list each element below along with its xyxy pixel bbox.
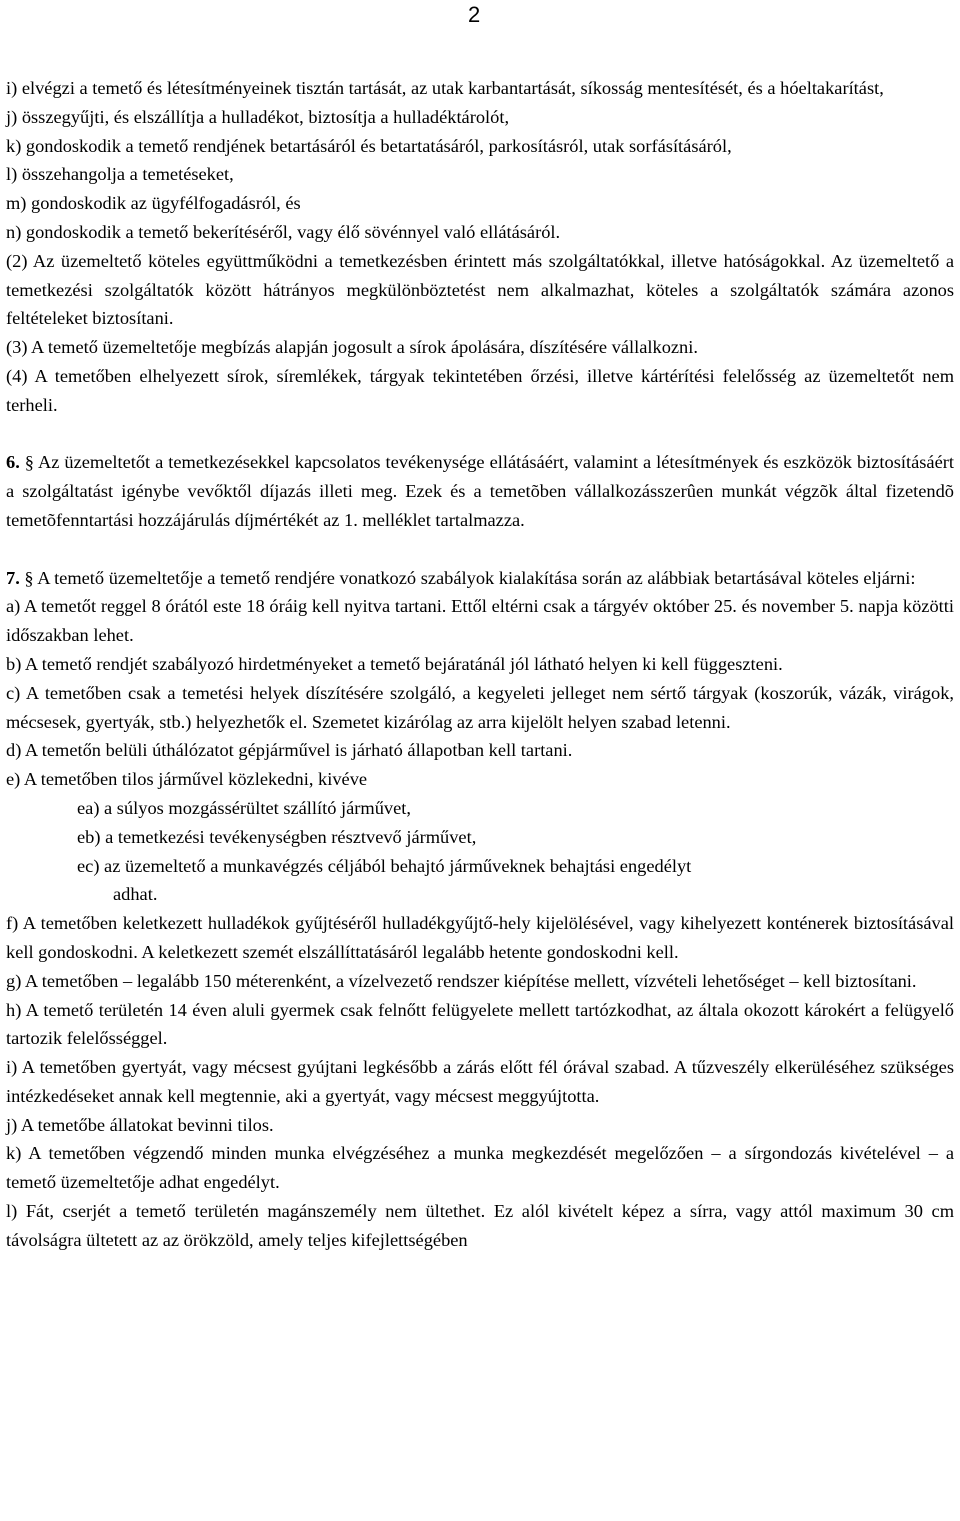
paragraph-4: (4) A temetőben elhelyezett sírok, síremlékek, tárgyak tekintetében őrzési, illetve kártérítési felelősség az üzemeltetőt nem terheli.	[6, 365, 954, 415]
rule-eb: eb) a temetkezési tevékenységben résztvevő járművet,	[77, 826, 477, 847]
rule-d: d) A temetőn belüli úthálózatot gépjárművel is járható állapotban kell tartani.	[6, 740, 573, 761]
rule-b: b) A temető rendjét szabályozó hirdetményeket a temető bejáratánál jól látható helyen ki kell függeszteni.	[6, 653, 783, 674]
rule-ec-continuation: adhat.	[113, 884, 158, 905]
rule-h: h) A temető területén 14 éven aluli gyermek csak felnőtt felügyelete mellett tartózkodhat, az általa okozott károkért a felügyelő tartozik felelősséggel.	[6, 999, 954, 1049]
paragraph-j: j) összegyűjti, és elszállítja a hulladékot, biztosítja a hulladéktárolót,	[6, 106, 510, 127]
spacer	[6, 420, 954, 449]
rule-ea: ea) a súlyos mozgássérültet szállító járművet,	[77, 797, 411, 818]
rule-i: i) A temetőben gyertyát, vagy mécsest gyújtani legkésőbb a zárás előtt fél órával szabad. A tűzveszély elkerüléséhez szükséges intézkedéseket annak kell megtennie, aki a gyertyát, vagy mécsest meggyújtotta.	[6, 1057, 954, 1106]
section-7-number: 7.	[6, 567, 20, 588]
rule-j: j) A temetőbe állatokat bevinni tilos.	[6, 1114, 274, 1135]
rule-f: f) A temetőben keletkezett hulladékok gyűjtéséről hulladékgyűjtő-hely kijelölésével, vagy kihelyezett konténerek biztosításával kell gondoskodni. A keletkezett szemét elszállíttatásáról legalább hetente gondoskodni kell.	[6, 913, 954, 962]
paragraph-l: l) összehangolja a temetéseket,	[6, 164, 234, 185]
section-6-number: 6.	[6, 452, 20, 473]
document-body	[6, 74, 954, 1255]
rule-a: a) A temetőt reggel 8 órától este 18 óráig kell nyitva tartani. Ettől eltérni csak a tárgyév október 25. és november 5. napja közötti időszakban lehet.	[6, 596, 954, 646]
rule-e: e) A temetőben tilos járművel közlekedni, kivéve	[6, 769, 368, 790]
section-6-text: Az üzemeltetőt a temetkezésekkel kapcsolatos tevékenysége ellátásáért, valamint a létesítmények és eszközök biztosításáért a szolgáltatást igénybe vevőktől díjazás illeti meg. Ezek és a temetõben vállalkozásszerûen munkát végzõk által fizetendõ temetõfenntartási hozzájárulás díjmértékét az 1. melléklet tartalmazza.	[6, 452, 954, 530]
section-symbol: §	[24, 567, 34, 588]
section-symbol: §	[24, 452, 34, 473]
paragraph-m: m) gondoskodik az ügyfélfogadásról, és	[6, 193, 301, 214]
rule-c: c) A temetőben csak a temetési helyek díszítésére szolgáló, a kegyeleti jelleget nem sértő tárgyak (koszorúk, vázák, virágok, mécsesek, gyertyák, stb.) helyezhetők el. Szemetet kizárólag az arra kijelölt helyen szabad letenni.	[6, 682, 954, 732]
section-6	[6, 448, 954, 534]
page-number: 2	[468, 2, 481, 27]
section-7	[6, 564, 954, 593]
paragraph-n: n) gondoskodik a temető bekerítéséről, vagy élő sövénnyel való ellátásáról.	[6, 221, 561, 242]
paragraph-k: k) gondoskodik a temető rendjének betartásáról és betartatásáról, parkosításról, utak sorfásításáról,	[6, 135, 732, 156]
rule-k: k) A temetőben végzendő minden munka elvégzéséhez a munka megkezdését megelőzően – a sírgondozás kivételével – a temető üzemeltetője adhat engedélyt.	[6, 1143, 954, 1193]
rule-ec: ec) az üzemeltető a munkavégzés céljából behajtó járműveknek behajtási engedélyt	[77, 855, 692, 876]
rule-l: l) Fát, cserjét a temető területén magánszemély nem ültethet. Ez alól kivételt képez a sírra, vagy attól maximum 30 cm távolságra ültetett az az örökzöld, amely teljes kifejlettségében	[6, 1201, 954, 1250]
paragraph-2: (2) Az üzemeltető köteles együttműködni a temetkezésben érintett más szolgáltatókkal, illetve hatóságokkal. Az üzemeltető a temetkezési szolgáltatók között hátrányos megkülönböztetést nem alkalmazhat, köteles a szolgáltatók számára azonos feltételeket biztosítani.	[6, 250, 954, 329]
spacer	[6, 535, 954, 564]
section-7-text: A temető üzemeltetője a temető rendjére vonatkozó szabályok kialakítása során az alábbiak betartásával köteles eljárni:	[37, 567, 916, 588]
paragraph-i: i) elvégzi a temető és létesítményeinek tisztán tartását, az utak karbantartását, síkosság mentesítését, és a hóeltakarítást,	[6, 78, 884, 98]
paragraph-3: (3) A temető üzemeltetője megbízás alapján jogosult a sírok ápolására, díszítésére vállalkozni.	[6, 337, 698, 358]
rule-g: g) A temetőben – legalább 150 méterenként, a vízelvezető rendszer kiépítése mellett, vízvételi lehetőséget – kell biztosítani.	[6, 970, 917, 991]
